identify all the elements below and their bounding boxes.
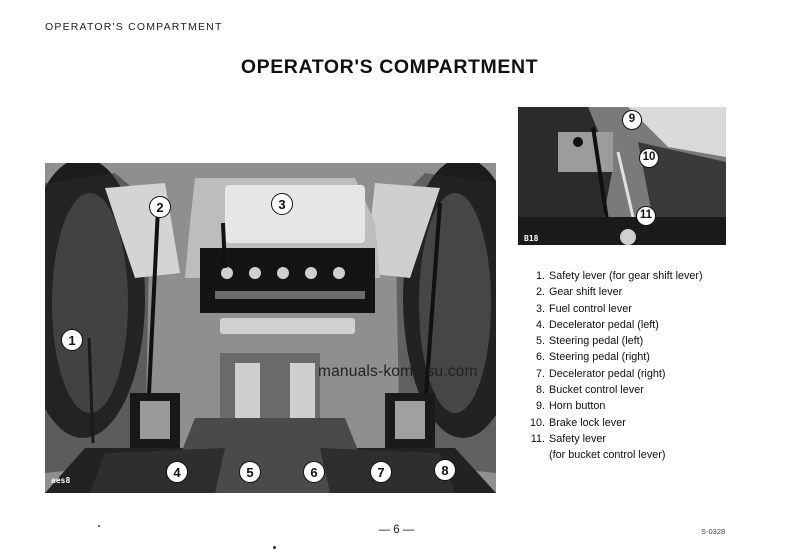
callout-10: 10 — [639, 148, 659, 168]
legend-item — [523, 398, 703, 414]
legend-continuation: (for bucket control lever) — [549, 449, 666, 462]
legend-item — [523, 382, 703, 398]
parts-legend — [523, 268, 703, 464]
legend-number: 2. — [535, 286, 545, 299]
legend-item — [523, 333, 703, 349]
bucket-control-illustration — [518, 107, 726, 245]
callout-1: 1 — [61, 329, 83, 351]
page-number: — 6 — — [378, 524, 415, 536]
legend-text: Decelerator pedal (right) — [549, 367, 666, 380]
legend-number: 1. — [535, 270, 545, 282]
legend-number: 5. — [535, 335, 545, 348]
running-header: OPERATOR'S COMPARTMENT — [45, 21, 223, 33]
legend-item — [523, 301, 703, 317]
legend-text: Decelerator pedal (left) — [549, 318, 659, 331]
legend-text: Gear shift lever — [549, 286, 623, 299]
legend-number: 9. — [535, 400, 545, 413]
main-photo-code: aes8 — [51, 476, 71, 485]
legend-text: Brake lock lever — [549, 416, 626, 429]
callout-7: 7 — [370, 461, 392, 483]
callout-4: 4 — [166, 461, 188, 483]
document-code: S-0328 — [701, 527, 726, 536]
inset-photo — [518, 107, 726, 245]
legend-text: Horn button — [549, 400, 606, 413]
legend-text: Steering pedal (right) — [549, 351, 650, 364]
legend-number: 6. — [535, 351, 545, 364]
legend-text: Safety lever (for gear shift lever) — [549, 270, 703, 282]
legend-item — [523, 284, 703, 300]
page-title-text: OPERATOR'S COMPARTMENT — [240, 56, 539, 78]
callout-8: 8 — [434, 459, 456, 481]
callout-5: 5 — [239, 461, 261, 483]
callout-2: 2 — [149, 196, 171, 218]
legend-number: 8. — [535, 384, 545, 397]
callout-3: 3 — [271, 193, 293, 215]
legend-item — [523, 366, 703, 382]
legend-number: 7. — [535, 367, 545, 380]
inset-photo-code: B18 — [524, 234, 539, 243]
legend-item — [523, 431, 703, 447]
main-photo — [45, 163, 496, 493]
legend-text: Steering pedal (left) — [549, 335, 644, 348]
operator-compartment-illustration — [45, 163, 496, 493]
scan-speck — [98, 525, 100, 527]
legend-item — [523, 349, 703, 365]
callout-9: 9 — [622, 110, 642, 130]
legend-text: Safety lever — [549, 432, 607, 445]
legend-item — [523, 268, 703, 284]
legend-number: 4. — [535, 318, 545, 331]
legend-item — [523, 415, 703, 431]
watermark-text: manuals-komatsu.com — [318, 363, 478, 380]
legend-text: Fuel control lever — [549, 302, 632, 315]
callout-11: 11 — [636, 206, 656, 226]
legend-number: 11. — [530, 432, 545, 445]
legend-text: Bucket control lever — [549, 384, 644, 397]
callout-6: 6 — [303, 461, 325, 483]
legend-item — [523, 317, 703, 333]
legend-number: 3. — [535, 302, 545, 315]
legend-number: 10. — [529, 416, 545, 429]
scan-speck — [273, 546, 276, 549]
page-title — [0, 56, 793, 79]
